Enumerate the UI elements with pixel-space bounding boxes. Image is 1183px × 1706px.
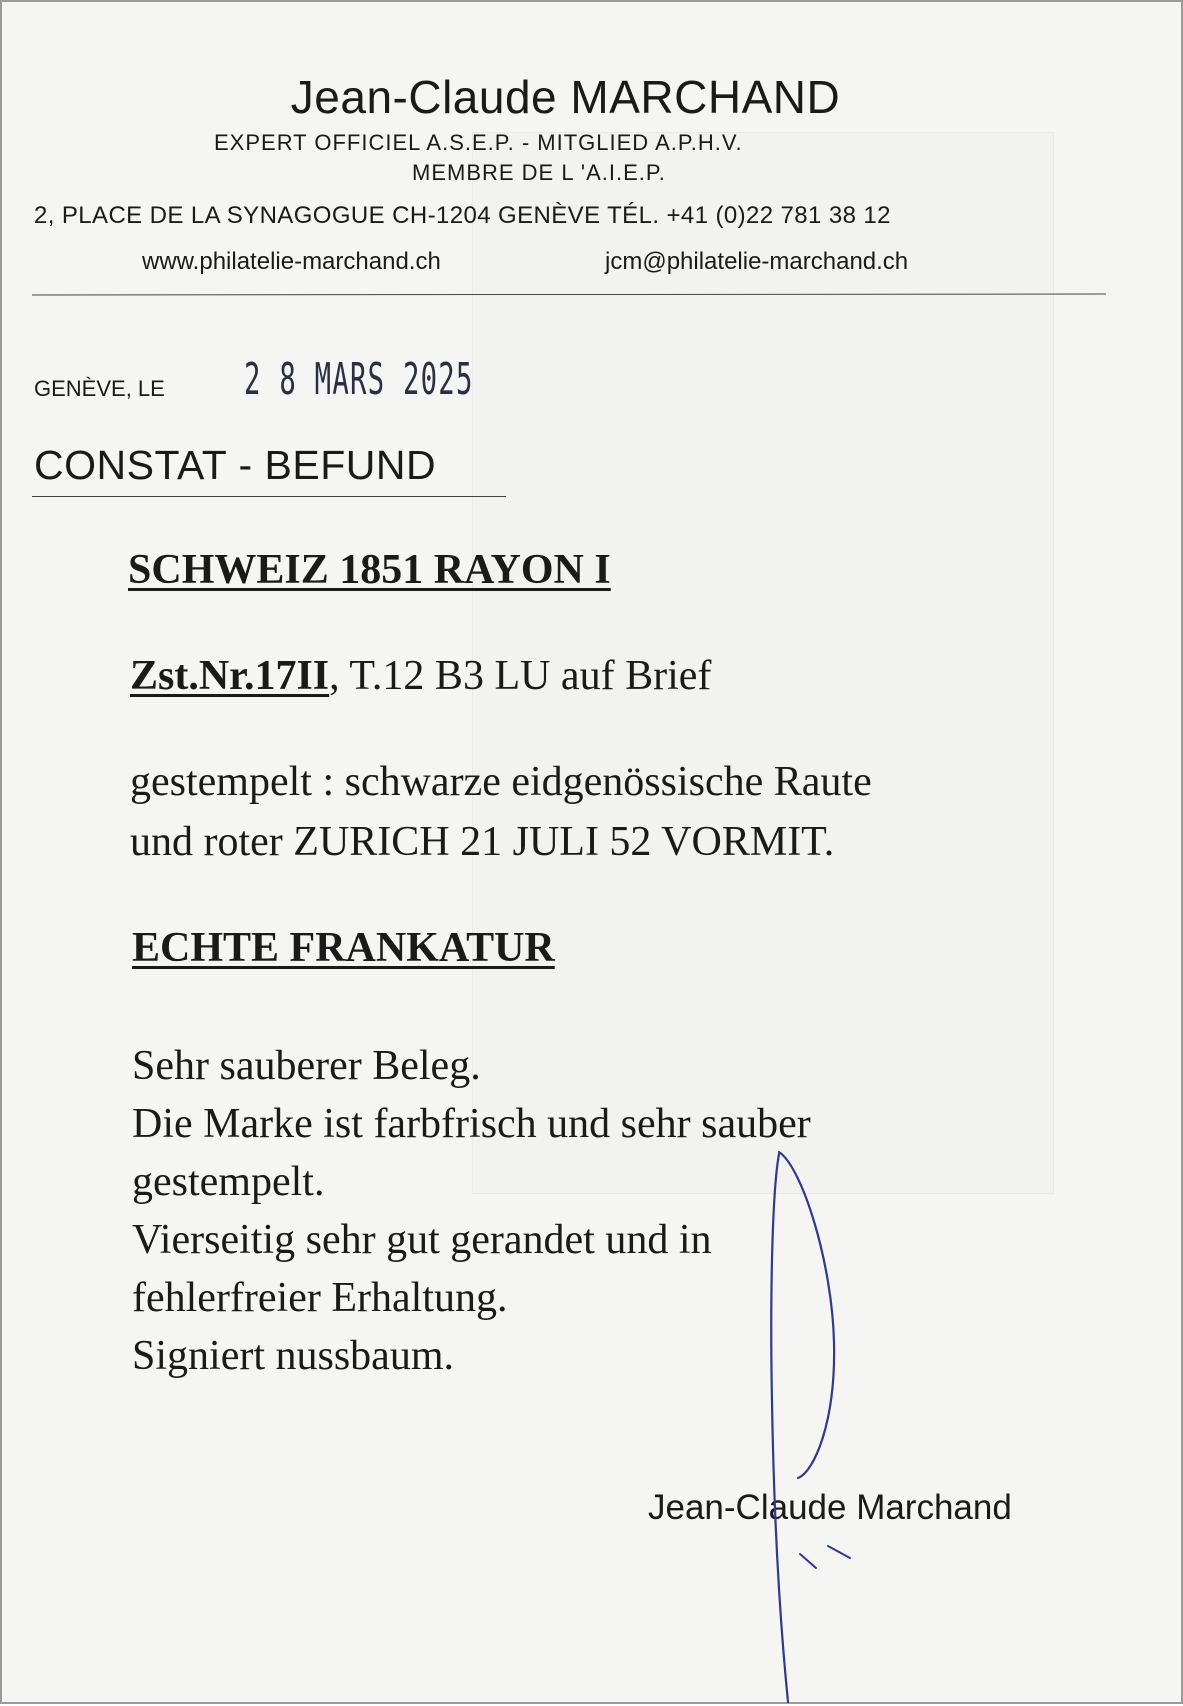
description-line: Signiert nussbaum. (132, 1333, 454, 1379)
description-line: Vierseitig sehr gut gerandet und in (132, 1217, 712, 1263)
date-stamp: 2 8 MARS 2025 (244, 354, 474, 405)
cancellation-line-1: gestempelt : schwarze eidgenössische Raute (130, 759, 872, 805)
expert-name: Jean-Claude MARCHAND (290, 71, 841, 123)
description-line: fehlerfreier Erhaltung. (132, 1275, 508, 1321)
place-label: GENÈVE, LE (34, 376, 165, 401)
description-line: gestempelt. (132, 1159, 325, 1205)
cancellation-line-2: und roter ZURICH 21 JULI 52 VORMIT. (130, 819, 835, 865)
address-line: 2, PLACE DE LA SYNAGOGUE CH-1204 GENÈVE TÉL. +41 (0)22 781 38 12 (34, 202, 891, 229)
verdict-heading: ECHTE FRANKATUR (132, 925, 555, 971)
catalog-details: , T.12 B3 LU auf Brief (329, 653, 712, 699)
catalog-number: Zst.Nr.17II (130, 653, 330, 699)
description-line: Sehr sauberer Beleg. (132, 1043, 481, 1089)
description-line: Die Marke ist farbfrisch und sehr sauber (132, 1101, 811, 1147)
signature-printed-name: Jean-Claude Marchand (648, 1488, 1012, 1527)
document-type-underline (32, 496, 506, 497)
expert-title-line: EXPERT OFFICIEL A.S.E.P. - MITGLIED A.P.H.V. (214, 130, 743, 155)
catalog-line (130, 652, 711, 700)
website-link[interactable]: www.philatelie-marchand.ch (142, 248, 441, 275)
item-title: SCHWEIZ 1851 RAYON I (128, 547, 611, 593)
email-link[interactable]: jcm@philatelie-marchand.ch (605, 248, 909, 275)
membership-line: MEMBRE DE L 'A.I.E.P. (412, 160, 666, 185)
document-type-heading: CONSTAT - BEFUND (34, 442, 437, 488)
